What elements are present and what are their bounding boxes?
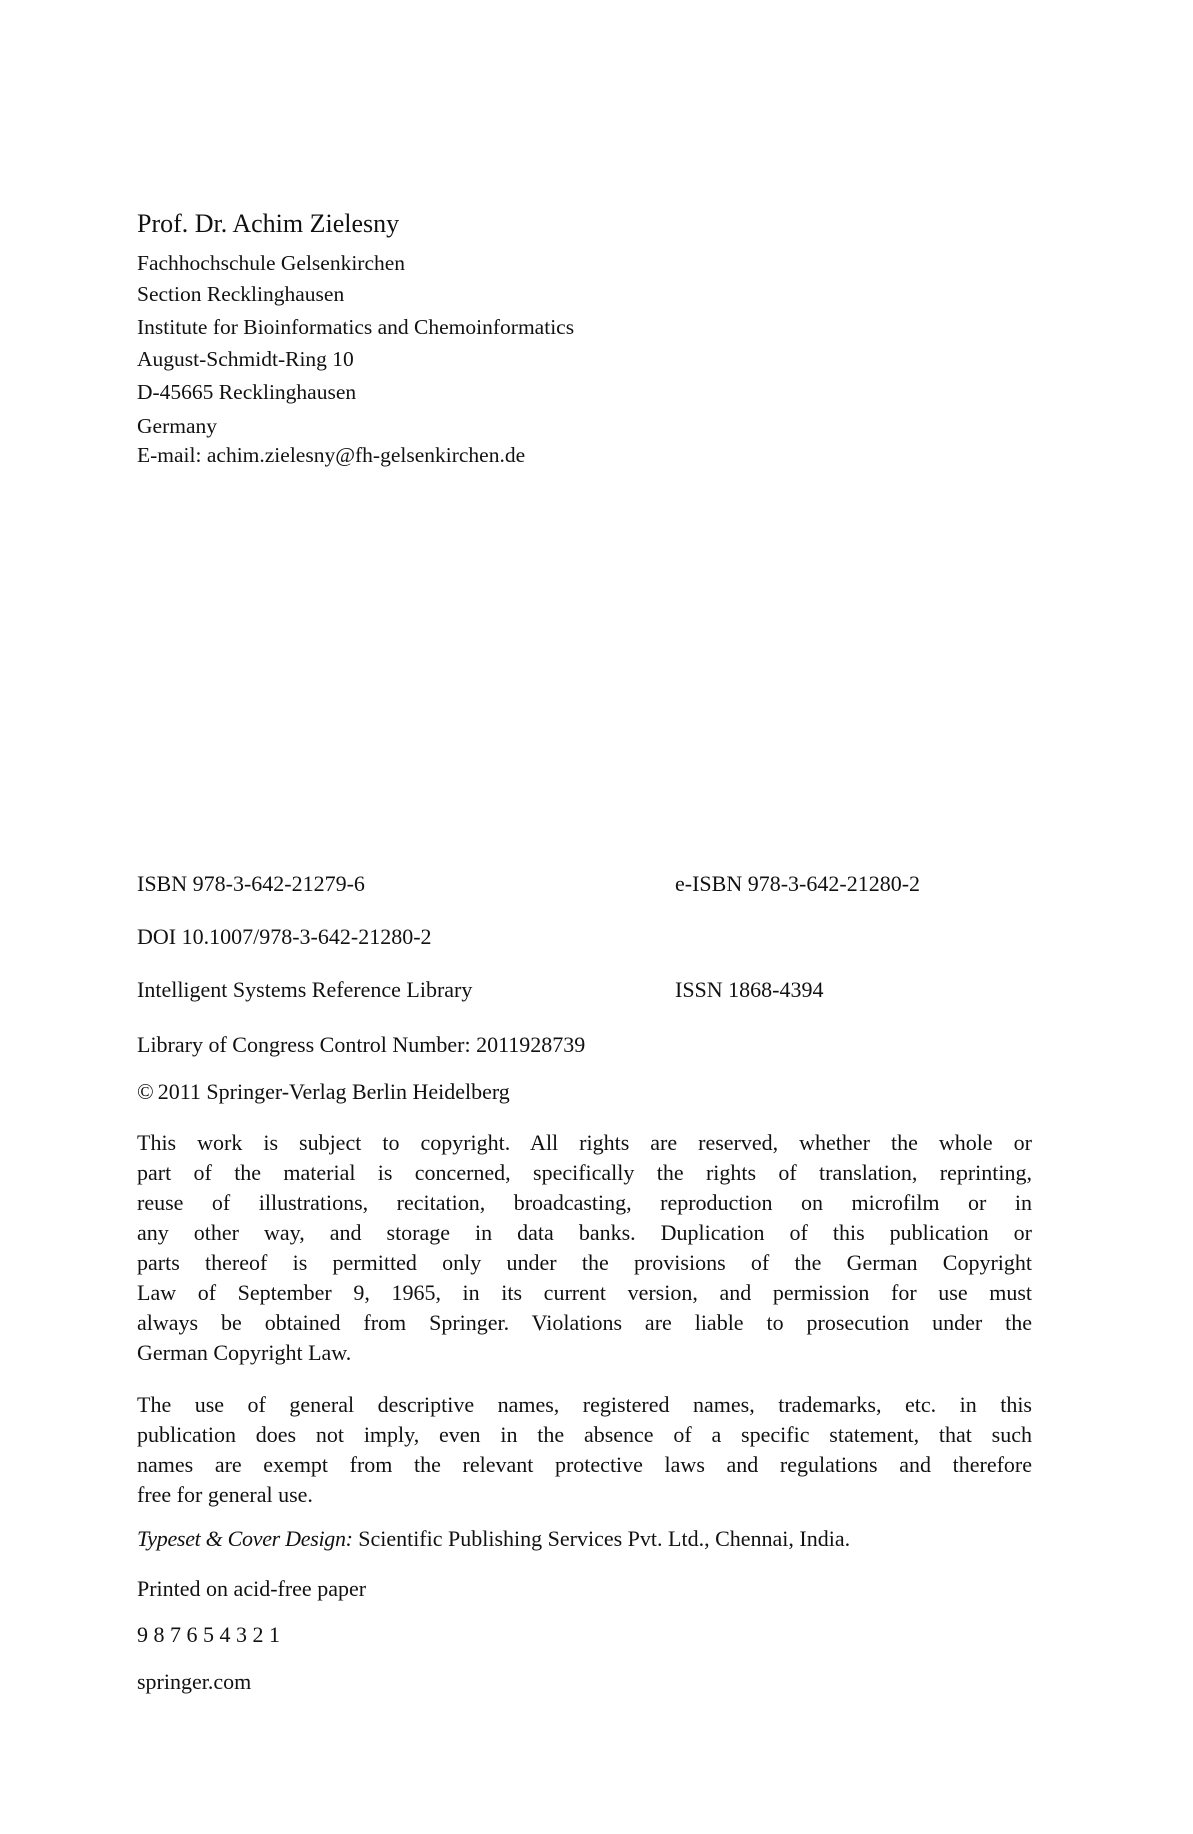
lccn: Library of Congress Control Number: 2011928739: [137, 1032, 586, 1057]
paragraph-line: free for general use.: [137, 1482, 313, 1507]
address-institute: Institute for Bioinformatics and Chemoinformatics: [137, 315, 575, 339]
doi: DOI 10.1007/978-3-642-21280-2: [137, 924, 432, 949]
paragraph-line: part of the material is concerned, specifically the rights of translation, reprinting,: [137, 1160, 1032, 1185]
copyright-text: 2011 Springer-Verlag Berlin Heidelberg: [157, 1079, 510, 1104]
copyright-icon: ©: [137, 1079, 154, 1104]
address-city: D-45665 Recklinghausen: [137, 380, 357, 404]
address-country: Germany: [137, 414, 217, 438]
paragraph-line: always be obtained from Springer. Violations are liable to prosecution under the: [137, 1310, 1032, 1335]
issn: ISSN 1868-4394: [675, 977, 824, 1002]
address-street: August-Schmidt-Ring 10: [137, 347, 354, 371]
copyright-line: [137, 1079, 510, 1105]
paragraph-line: German Copyright Law.: [137, 1340, 352, 1365]
isbn: ISBN 978-3-642-21279-6: [137, 871, 365, 896]
author-email: E-mail: achim.zielesny@fh-gelsenkirchen.de: [137, 443, 526, 467]
series-title: Intelligent Systems Reference Library: [137, 977, 473, 1002]
paper-note: Printed on acid-free paper: [137, 1576, 367, 1601]
typeset-label: Typeset & Cover Design:: [137, 1526, 353, 1551]
paragraph-line: This work is subject to copyright. All rights are reserved, whether the whole or: [137, 1130, 1032, 1155]
paragraph-line: The use of general descriptive names, registered names, trademarks, etc. in this: [137, 1392, 1032, 1417]
address-institution: Fachhochschule Gelsenkirchen: [137, 251, 406, 275]
paragraph-line: publication does not imply, even in the absence of a specific statement, that such: [137, 1422, 1032, 1447]
paragraph-line: names are exempt from the relevant protective laws and regulations and therefore: [137, 1452, 1032, 1477]
address-section: Section Recklinghausen: [137, 282, 345, 306]
copyright-notice-paragraph: [137, 1128, 1032, 1368]
trademark-notice-paragraph: [137, 1390, 1032, 1510]
typeset-credit: [137, 1526, 850, 1552]
author-name: Prof. Dr. Achim Zielesny: [137, 209, 400, 238]
printing-line: 9 8 7 6 5 4 3 2 1: [137, 1622, 280, 1647]
paragraph-line: reuse of illustrations, recitation, broadcasting, reproduction on microfilm or in: [137, 1190, 1032, 1215]
typeset-value: Scientific Publishing Services Pvt. Ltd., Chennai, India.: [352, 1526, 851, 1551]
paragraph-line: parts thereof is permitted only under the provisions of the German Copyright: [137, 1250, 1032, 1275]
publisher-website-link[interactable]: springer.com: [137, 1669, 252, 1694]
e-isbn: e-ISBN 978-3-642-21280-2: [675, 871, 921, 896]
paragraph-line: Law of September 9, 1965, in its current version, and permission for use must: [137, 1280, 1032, 1305]
paragraph-line: any other way, and storage in data banks. Duplication of this publication or: [137, 1220, 1032, 1245]
